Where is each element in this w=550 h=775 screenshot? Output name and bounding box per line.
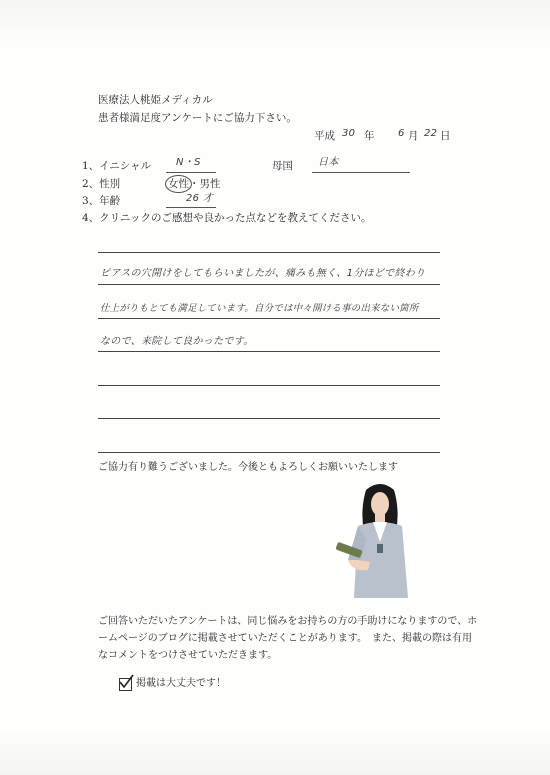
answer-text-2: 仕上がりもとても満足しています。自分では中々開ける事の出来ない箇所: [100, 303, 419, 314]
answer-line: [98, 284, 440, 285]
answer-text-1: ピアスの穴開けをしてもらいましたが、痛みも無く、1分ほどで終わり: [100, 268, 426, 279]
consent-label: 掲載は大丈夫です！: [136, 678, 226, 689]
check-mark-icon: [118, 674, 134, 690]
age-label: 3、年齢: [82, 195, 121, 207]
survey-title: 患者様満足度アンケートにご協力下さい。: [98, 112, 297, 124]
country-label: 母国: [272, 160, 293, 172]
date-day-value: 22: [424, 128, 438, 139]
staff-photo: [330, 480, 430, 602]
notice-line-2: ームページのブログに掲載させていただくことがあります。 また、掲載の際は有用: [98, 633, 472, 644]
age-value: 26 才: [186, 193, 214, 204]
answer-line: [98, 452, 440, 453]
initial-value: N・S: [176, 157, 201, 168]
country-value: 日本: [318, 157, 339, 168]
date-month-label: 月: [408, 130, 419, 142]
notice-line-3: なコメントをつけさせていただきます。: [98, 650, 278, 661]
answer-line: [98, 351, 440, 352]
date-month-value: 6: [398, 128, 405, 139]
date-year-label: 年: [364, 130, 375, 142]
date-era: 平成: [314, 130, 335, 142]
notice-line-1: ご回答いただいたアンケートは、同じ悩みをお持ちの方の手助けになりますので、ホ: [98, 616, 478, 627]
answer-line: [98, 385, 440, 386]
date-year-value: 30: [342, 128, 356, 139]
date-day-label: 日: [440, 130, 451, 142]
gender-selected-circle: [165, 175, 192, 193]
initial-label: 1、イニシャル: [82, 160, 152, 172]
initial-underline: [166, 172, 216, 173]
answer-text-3: なので、来院して良かったです。: [100, 336, 254, 347]
question-label: 4、クリニックのご感想や良かった点などを教えてください。: [82, 212, 372, 224]
thanks-text: ご協力有り難うございました。今後ともよろしくお願いいたします: [98, 462, 398, 473]
country-underline: [312, 172, 410, 173]
answer-line: [98, 252, 440, 253]
answer-line: [98, 418, 440, 419]
answer-line: [98, 318, 440, 319]
age-underline: [166, 207, 216, 208]
clinic-name: 医療法人桃姫メディカル: [98, 94, 213, 106]
gender-options: 女性・男性: [168, 178, 221, 190]
gender-label: 2、性別: [82, 178, 121, 190]
